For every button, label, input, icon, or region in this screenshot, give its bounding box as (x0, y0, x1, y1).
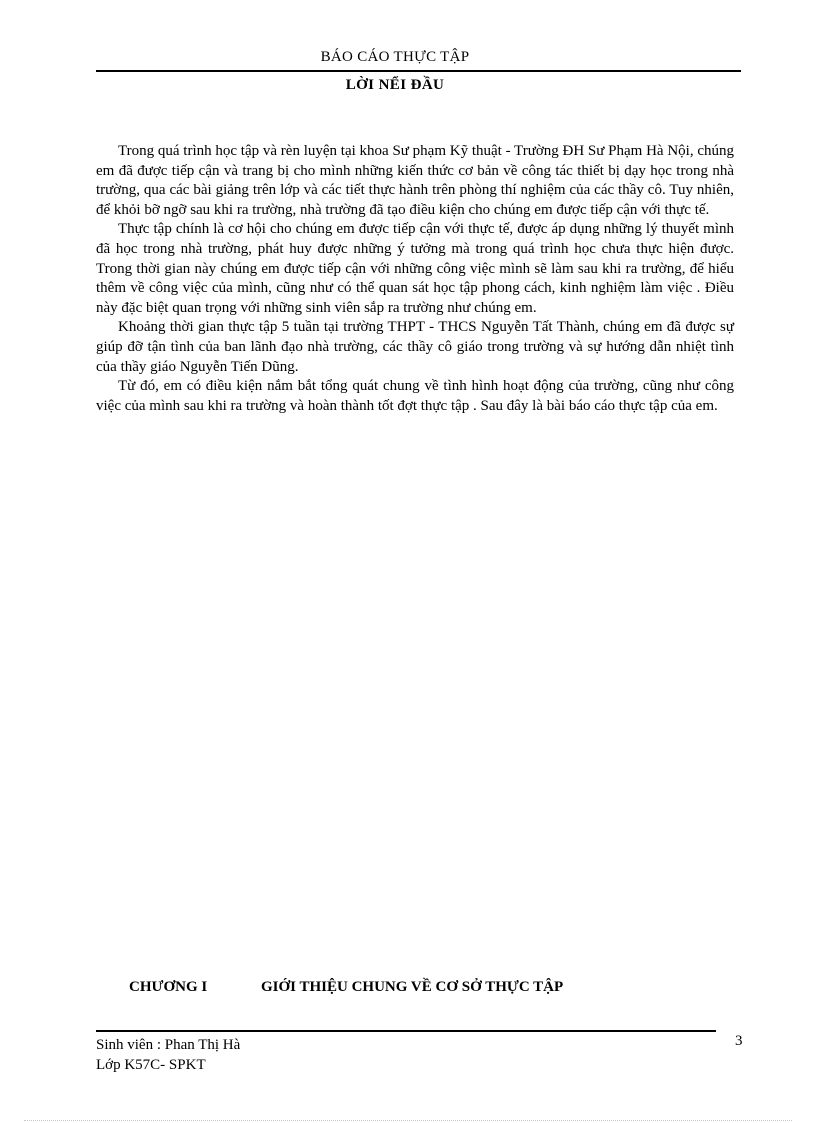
paragraph: Từ đó, em có điều kiện nắm bắt tổng quát chung về tình hình hoạt động của trường, cũng như công việc của mình sau khi ra trường và hoàn thành tốt đợt thực tập . Sau đây là bài báo cáo thực tập của em. (96, 378, 734, 414)
header-rule (96, 70, 741, 72)
page-edge-divider (24, 1120, 792, 1121)
footer-student: Sinh viên : Phan Thị Hà (96, 1037, 241, 1053)
paragraph: Trong quá trình học tập và rèn luyện tại khoa Sư phạm Kỹ thuật - Trường ĐH Sư Phạm Hà Nội, chúng em đã được tiếp cận và trang bị cho mình những kiến thức cơ bản về công tác thiết bị dạy học trong nhà trường, qua các bài giảng trên lớp và các tiết thực hành trên phòng thí nghiệm của các thầy cô. Tuy nhiên, để khỏi bỡ ngỡ sau khi ra trường, nhà trường đã tạo điều kiện cho chúng em được tiếp cận với thực tế. (96, 143, 734, 218)
page-number: 3 (735, 1033, 743, 1049)
paragraph: Khoảng thời gian thực tập 5 tuần tại trường THPT - THCS Nguyễn Tất Thành, chúng em đã được sự giúp đỡ tận tình của ban lãnh đạo nhà trường, các thầy cô giáo trong trường và sự hướng dẫn nhiệt tình của thầy giáo Nguyễn Tiến Dũng. (96, 319, 734, 375)
footer-class: Lớp K57C- SPKT (96, 1057, 206, 1073)
chapter-number: CHƯƠNG I (129, 979, 208, 995)
footer-rule (96, 1030, 716, 1032)
chapter-title: GIỚI THIỆU CHUNG VỀ CƠ SỞ THỰC TẬP (261, 979, 564, 995)
chapter-heading (129, 979, 563, 996)
preface-heading: LỜI NỂI ĐẦU (345, 77, 445, 93)
running-header: BÁO CÁO THỰC TẬP (320, 49, 470, 65)
paragraph: Thực tập chính là cơ hội cho chúng em được tiếp cận với thực tế, được áp dụng những lý thuyết mình đã học trong nhà trường, phát huy được những ý tưởng mà trong quá trình học chưa thực hiện được. Trong thời gian này chúng em được tiếp cận với những công việc mình sẽ làm sau khi ra trường, để hiểu thêm về công việc của mình, cũng như có thể quan sát học tập phong cách, kinh nghiệm làm việc . Điều này đặc biệt quan trọng với những sinh viên sắp ra trường như chúng em. (96, 221, 734, 316)
preface-body (96, 142, 734, 416)
